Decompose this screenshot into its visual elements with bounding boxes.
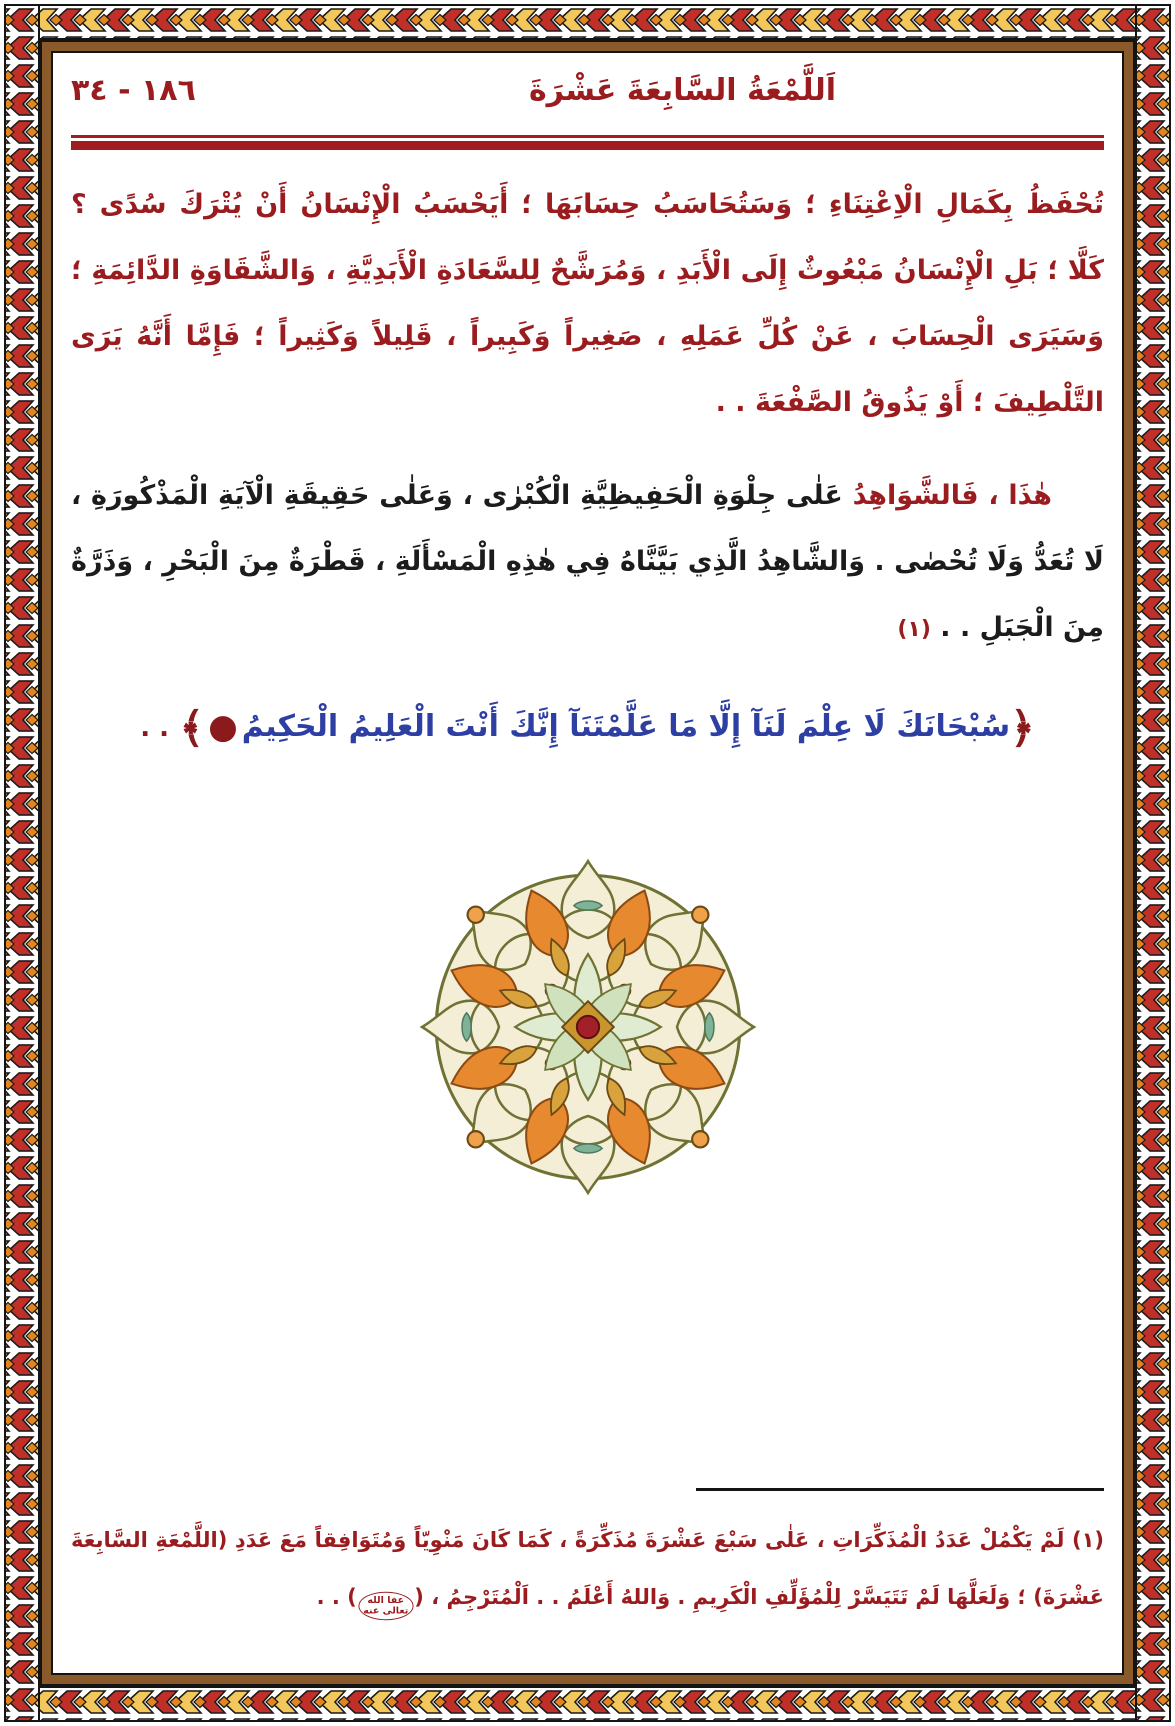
ornate-open-bracket: ﴿: [1010, 703, 1035, 752]
header-rule-thin: [71, 135, 1104, 138]
seal-line-bottom: تعالى عنه: [362, 1606, 409, 1617]
header-rule-thick: [71, 141, 1104, 150]
verse-end-rosette-icon: ●: [208, 707, 238, 747]
seal-line-top: عفا الله: [367, 1595, 404, 1606]
border-ornament-bottom: [4, 1686, 1171, 1722]
paragraph-lead-red: هٰذَا ، فَالشَّوَاهِدُ: [852, 480, 1052, 511]
page-title: اَللَّمْعَةُ السَّابِعَةَ عَشْرَةَ: [528, 73, 837, 108]
footnote-trailing: ) . .: [316, 1585, 357, 1609]
footnote-reference-marker: (١): [897, 617, 931, 642]
paragraph-red: تُحْفَظُ بِكَمَالِ الْاِعْتِنَاءِ ؛ وَسَتُحَاسَبُ حِسَابَهَا ؛ أَيَحْسَبُ الْإِنْسَانُ أَنْ يُتْرَكَ سُدًى ؟ كَلَّا ؛ بَلِ الْإِنْسَانُ مَبْعُوثٌ إِلَى الْأَبَدِ ، وَمُرَشَّحٌ لِلسَّعَادَةِ الْأَبَدِيَّةِ ، وَالشَّقَاوَةِ الدَّائِمَةِ ؛ وَسَيَرَى الْحِسَابَ ، عَنْ كُلِّ عَمَلِهِ ، صَغِيراً وَكَبِيراً ، قَلِيلاً وَكَثِيراً ؛ فَإِمَّا أَنَّهُ يَرَى التَّلْطِيفَ ؛ أَوْ يَذُوقُ الصَّفْعَةَ . .: [71, 189, 1104, 418]
footnote-body: (١) لَمْ يَكْمُلْ عَدَدُ الْمُذَكِّرَاتِ ، عَلٰى سَبْعَ عَشْرَةَ مُذَكِّرَةً ، كَمَا كَانَ مَنْوِيّاً وَمُتَوَافِقاً مَعَ عَدَدِ (اللَّمْعَةِ السَّابِعَةَ عَشْرَةَ) ؛ وَلَعَلَّهَا لَمْ تَتَيَسَّرْ لِلْمُؤَلِّفِ الْكَرِيمِ . وَاللهُ أَعْلَمُ . . اَلْمُتَرْجِمُ ، (: [71, 1528, 1104, 1609]
paragraph-body-text: عَلٰى جِلْوَةِ الْحَفِيظِيَّةِ الْكُبْرٰى ، وَعَلٰى حَقِيقَةِ الْآيَةِ الْمَذْكُورَةِ ، لَا تُعَدُّ وَلَا تُحْصٰى . وَالشَّاهِدُ الَّذِي بَيَّنَّاهُ فِي هٰذِهِ الْمَسْأَلَةِ ، قَطْرَةٌ مِنَ الْبَحْرِ ، وَذَرَّةٌ مِنَ الْجَبَلِ . .: [71, 480, 1104, 643]
footnote-text: [71, 1512, 1104, 1626]
arabesque-rosette-ornament: [414, 853, 762, 1201]
quran-verse-line: [71, 697, 1104, 758]
header-double-rule: [71, 135, 1104, 150]
page-content: [53, 53, 1122, 1673]
page-header: [71, 59, 1104, 121]
border-ornament-top: [4, 4, 1171, 40]
paragraph-black: [71, 463, 1104, 663]
footnote-section: [71, 1488, 1104, 1647]
ornate-close-bracket: ﴾: [179, 703, 205, 752]
border-ornament-left: [4, 4, 40, 1722]
footnote-separator-rule: [696, 1488, 1104, 1491]
quran-verse-text: سُبْحَانَكَ لَا عِلْمَ لَنَآ إِلَّا مَا عَلَّمْتَنَآ إِنَّكَ أَنْتَ الْعَلِيمُ الْحَكِيمُ: [241, 709, 1011, 744]
border-ornament-right: [1135, 4, 1171, 1722]
verse-trailing-dots: . .: [140, 713, 170, 743]
translator-seal: [358, 1592, 413, 1621]
page-number: ١٨٦ - ٣٤: [71, 73, 196, 108]
